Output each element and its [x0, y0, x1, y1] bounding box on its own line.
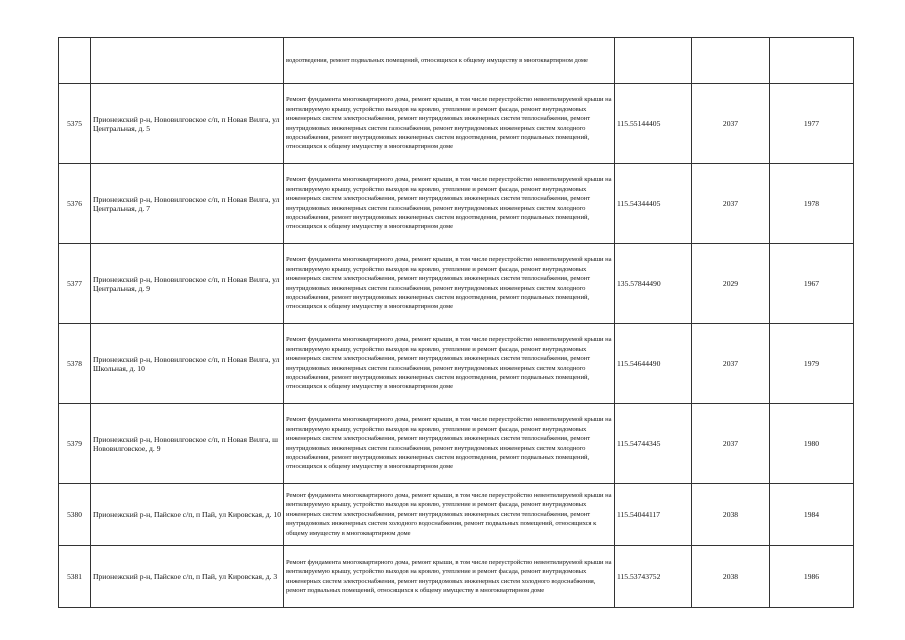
row-number: 5381 — [59, 546, 91, 608]
built-year-cell — [770, 38, 854, 84]
area-cell: 135.57844490 — [615, 244, 692, 324]
row-number: 5379 — [59, 404, 91, 484]
table-row — [59, 38, 854, 84]
plan-year-cell: 2029 — [692, 244, 770, 324]
area-cell: 115.54344405 — [615, 164, 692, 244]
plan-year-cell: 2038 — [692, 546, 770, 608]
built-year-cell: 1979 — [770, 324, 854, 404]
built-year-cell: 1977 — [770, 84, 854, 164]
area-cell — [615, 38, 692, 84]
address-cell: Прионежский р-н, Нововилговское с/п, п Новая Вилга, ул Центральная, д. 5 — [91, 84, 284, 164]
built-year-cell: 1967 — [770, 244, 854, 324]
works-cell: водоотведения, ремонт подвальных помещений, относящихся к общему имуществу в многоквартирном доме — [284, 38, 615, 84]
area-cell: 115.54644490 — [615, 324, 692, 404]
capital-repair-table — [58, 37, 854, 608]
works-cell: Ремонт фундамента многоквартирного дома, ремонт крыши, в том числе переустройство невентилируемой крыши на вентилируемую крышу, устройство выходов на кровлю, утепление и ремонт фасада, ремонт внутридомовых инженерных систем электроснабжения, ремонт внутридомовых инженерных систем теплоснабжения, ремонт внутридомовых инженерных систем газоснабжения, ремонт внутридомовых инженерных систем холодного водоснабжения, ремонт внутридомовых инженерных систем водоотведения, ремонт подвальных помещений, относящихся к общему имуществу в многоквартирном доме — [284, 244, 615, 324]
works-cell: Ремонт фундамента многоквартирного дома, ремонт крыши, в том числе переустройство невентилируемой крыши на вентилируемую крышу, устройство выходов на кровлю, утепление и ремонт фасада, ремонт внутридомовых инженерных систем электроснабжения, ремонт внутридомовых инженерных систем теплоснабжения, ремонт внутридомовых инженерных систем холодного водоснабжения, ремонт подвальных помещений, относящихся к общему имуществу в многоквартирном доме — [284, 484, 615, 546]
built-year-cell: 1986 — [770, 546, 854, 608]
built-year-cell: 1978 — [770, 164, 854, 244]
area-cell: 115.53743752 — [615, 546, 692, 608]
row-number: 5377 — [59, 244, 91, 324]
works-cell: Ремонт фундамента многоквартирного дома, ремонт крыши, в том числе переустройство невентилируемой крыши на вентилируемую крышу, устройство выходов на кровлю, утепление и ремонт фасада, ремонт внутридомовых инженерных систем электроснабжения, ремонт внутридомовых инженерных систем теплоснабжения, ремонт внутридомовых инженерных систем газоснабжения, ремонт внутридомовых инженерных систем холодного водоснабжения, ремонт внутридомовых инженерных систем водоотведения, ремонт подвальных помещений, относящихся к общему имуществу в многоквартирном доме — [284, 324, 615, 404]
works-cell: Ремонт фундамента многоквартирного дома, ремонт крыши, в том числе переустройство невентилируемой крыши на вентилируемую крышу, устройство выходов на кровлю, утепление и ремонт фасада, ремонт внутридомовых инженерных систем электроснабжения, ремонт внутридомовых инженерных систем теплоснабжения, ремонт внутридомовых инженерных систем газоснабжения, ремонт внутридомовых инженерных систем холодного водоснабжения, ремонт внутридомовых инженерных систем водоотведения, ремонт подвальных помещений, относящихся к общему имуществу в многоквартирном доме — [284, 164, 615, 244]
plan-year-cell: 2037 — [692, 404, 770, 484]
address-cell: Прионежский р-н, Пайское с/п, п Пай, ул Кировская, д. 10 — [91, 484, 284, 546]
table-row — [59, 244, 854, 324]
row-number: 5380 — [59, 484, 91, 546]
plan-year-cell: 2037 — [692, 84, 770, 164]
plan-year-cell: 2038 — [692, 484, 770, 546]
built-year-cell: 1980 — [770, 404, 854, 484]
plan-year-cell: 2037 — [692, 324, 770, 404]
built-year-cell: 1984 — [770, 484, 854, 546]
row-number: 5375 — [59, 84, 91, 164]
address-cell — [91, 38, 284, 84]
plan-year-cell: 2037 — [692, 164, 770, 244]
table-row — [59, 546, 854, 608]
row-number: 5378 — [59, 324, 91, 404]
works-cell: Ремонт фундамента многоквартирного дома, ремонт крыши, в том числе переустройство невентилируемой крыши на вентилируемую крышу, устройство выходов на кровлю, утепление и ремонт фасада, ремонт внутридомовых инженерных систем электроснабжения, ремонт внутридомовых инженерных систем теплоснабжения, ремонт внутридомовых инженерных систем газоснабжения, ремонт внутридомовых инженерных систем холодного водоснабжения, ремонт внутридомовых инженерных систем водоотведения, ремонт подвальных помещений, относящихся к общему имуществу в многоквартирном доме — [284, 404, 615, 484]
area-cell: 115.55144405 — [615, 84, 692, 164]
area-cell: 115.54044117 — [615, 484, 692, 546]
works-cell: Ремонт фундамента многоквартирного дома, ремонт крыши, в том числе переустройство невентилируемой крыши на вентилируемую крышу, устройство выходов на кровлю, утепление и ремонт фасада, ремонт внутридомовых инженерных систем электроснабжения, ремонт внутридомовых инженерных систем холодного водоснабжения, ремонт подвальных помещений, относящихся к общему имуществу в многоквартирном доме — [284, 546, 615, 608]
table-row — [59, 84, 854, 164]
table-row — [59, 324, 854, 404]
table-row — [59, 404, 854, 484]
address-cell: Прионежский р-н, Нововилговское с/п, п Новая Вилга, ул Центральная, д. 7 — [91, 164, 284, 244]
plan-year-cell — [692, 38, 770, 84]
address-cell: Прионежский р-н, Нововилговское с/п, п Новая Вилга, ш Нововилговское, д. 9 — [91, 404, 284, 484]
area-cell: 115.54744345 — [615, 404, 692, 484]
address-cell: Прионежский р-н, Пайское с/п, п Пай, ул Кировская, д. 3 — [91, 546, 284, 608]
address-cell: Прионежский р-н, Нововилговское с/п, п Новая Вилга, ул Школьная, д. 10 — [91, 324, 284, 404]
row-number — [59, 38, 91, 84]
table-row — [59, 164, 854, 244]
table-row — [59, 484, 854, 546]
row-number: 5376 — [59, 164, 91, 244]
works-cell: Ремонт фундамента многоквартирного дома, ремонт крыши, в том числе переустройство невентилируемой крыши на вентилируемую крышу, устройство выходов на кровлю, утепление и ремонт фасада, ремонт внутридомовых инженерных систем электроснабжения, ремонт внутридомовых инженерных систем теплоснабжения, ремонт внутридомовых инженерных систем газоснабжения, ремонт внутридомовых инженерных систем холодного водоснабжения, ремонт внутридомовых инженерных систем водоотведения, ремонт подвальных помещений, относящихся к общему имуществу в многоквартирном доме — [284, 84, 615, 164]
address-cell: Прионежский р-н, Нововилговское с/п, п Новая Вилга, ул Центральная, д. 9 — [91, 244, 284, 324]
